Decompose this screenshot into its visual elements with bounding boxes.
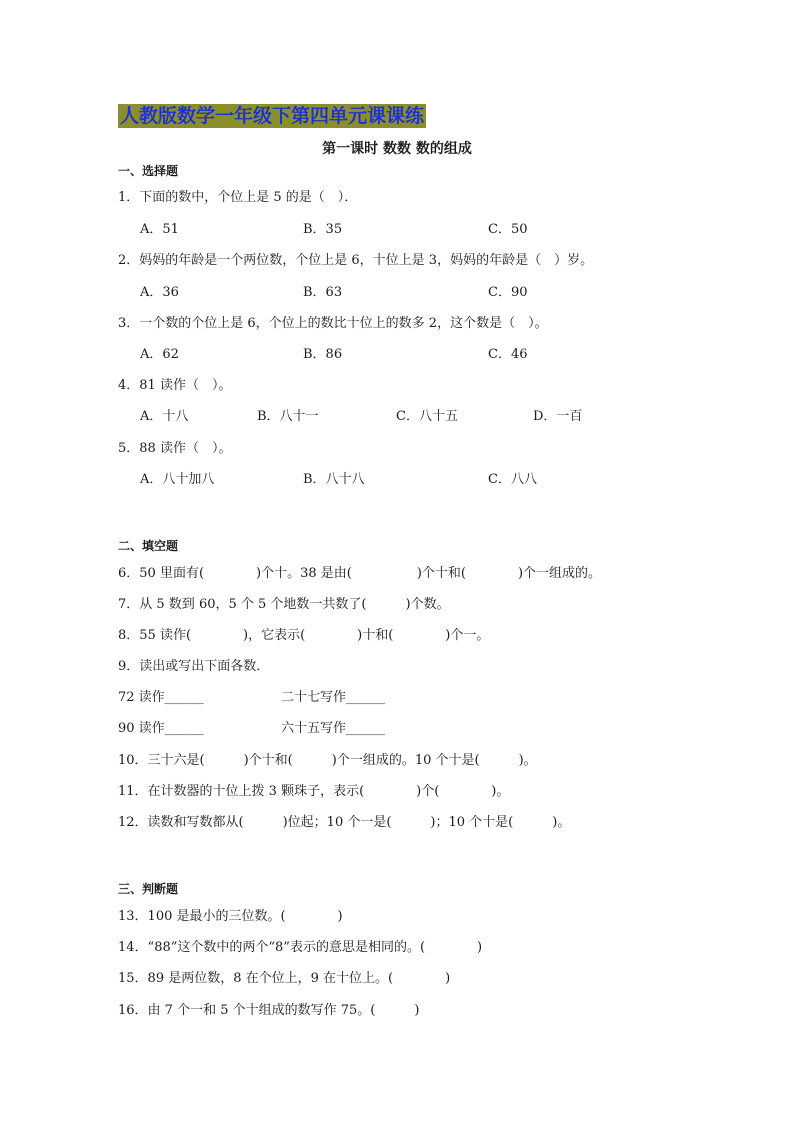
option-4c: C．八十五 bbox=[396, 409, 458, 424]
question-2: 2．妈妈的年龄是一个两位数，个位上是 6，十位上是 3，妈妈的年龄是（ ）岁。 bbox=[118, 253, 594, 268]
option-1b: B．35 bbox=[303, 222, 343, 237]
q9-item-27: 二十七写作______ bbox=[281, 690, 386, 705]
question-9: 9．读出或写出下面各数． bbox=[118, 659, 270, 674]
question-16: 16．由 7 个一和 5 个十组成的数写作 75。( ) bbox=[118, 1003, 420, 1018]
lesson-subtitle: 第一课时 数数 数的组成 bbox=[322, 141, 472, 157]
document-title: 人教版数学一年级下第四单元课课练 bbox=[120, 105, 425, 127]
option-1c: C．50 bbox=[488, 222, 528, 237]
question-4: 4．81 读作（ ）。 bbox=[118, 378, 232, 393]
q9-item-72: 72 读作______ bbox=[118, 690, 204, 705]
option-4b: B．八十一 bbox=[257, 409, 319, 424]
option-3a: A．62 bbox=[140, 347, 179, 362]
section-heading-judge: 三、判断题 bbox=[118, 882, 179, 896]
option-2a: A．36 bbox=[140, 285, 179, 300]
q9-item-90: 90 读作______ bbox=[118, 721, 204, 736]
section-heading-choice: 一、选择题 bbox=[118, 164, 179, 178]
question-3: 3．一个数的个位上是 6，个位上的数比十位上的数多 2，这个数是（ ）。 bbox=[118, 316, 548, 331]
question-13: 13．100 是最小的三位数。( ) bbox=[118, 909, 343, 924]
option-3c: C．46 bbox=[488, 347, 528, 362]
question-15: 15．89 是两位数，8 在个位上，9 在十位上。( ) bbox=[118, 971, 451, 986]
question-11: 11．在计数器的十位上拨 3 颗珠子，表示( )个( )。 bbox=[118, 784, 510, 799]
option-3b: B．86 bbox=[303, 347, 343, 362]
question-8: 8．55 读作( )，它表示( )十和( )个一。 bbox=[118, 628, 490, 643]
q9-item-65: 六十五写作______ bbox=[281, 721, 386, 736]
option-4d: D．一百 bbox=[533, 409, 583, 424]
option-2b: B．63 bbox=[303, 285, 343, 300]
option-1a: A．51 bbox=[140, 222, 179, 237]
question-10: 10．三十六是( )个十和( )个一组成的。10 个十是( )。 bbox=[118, 753, 537, 768]
option-4a: A．十八 bbox=[140, 409, 189, 424]
question-6: 6．50 里面有( )个十。38 是由( )个十和( )个一组成的。 bbox=[118, 566, 602, 581]
question-12: 12．读数和写数都从( )位起；10 个一是( )；10 个十是( )。 bbox=[118, 815, 571, 830]
question-14: 14．“88”这个数中的两个“8”表示的意思是相同的。( ) bbox=[118, 940, 483, 955]
question-7: 7．从 5 数到 60，5 个 5 个地数一共数了( )个数。 bbox=[118, 597, 450, 612]
option-5a: A．八十加八 bbox=[140, 472, 215, 487]
option-2c: C．90 bbox=[488, 285, 528, 300]
option-5c: C．八八 bbox=[488, 472, 537, 487]
question-5: 5．88 读作（ ）。 bbox=[118, 441, 232, 456]
question-1: 1．下面的数中，个位上是 5 的是（ ）． bbox=[118, 190, 358, 205]
option-5b: B．八十八 bbox=[303, 472, 365, 487]
section-heading-fill: 二、填空题 bbox=[118, 539, 179, 553]
